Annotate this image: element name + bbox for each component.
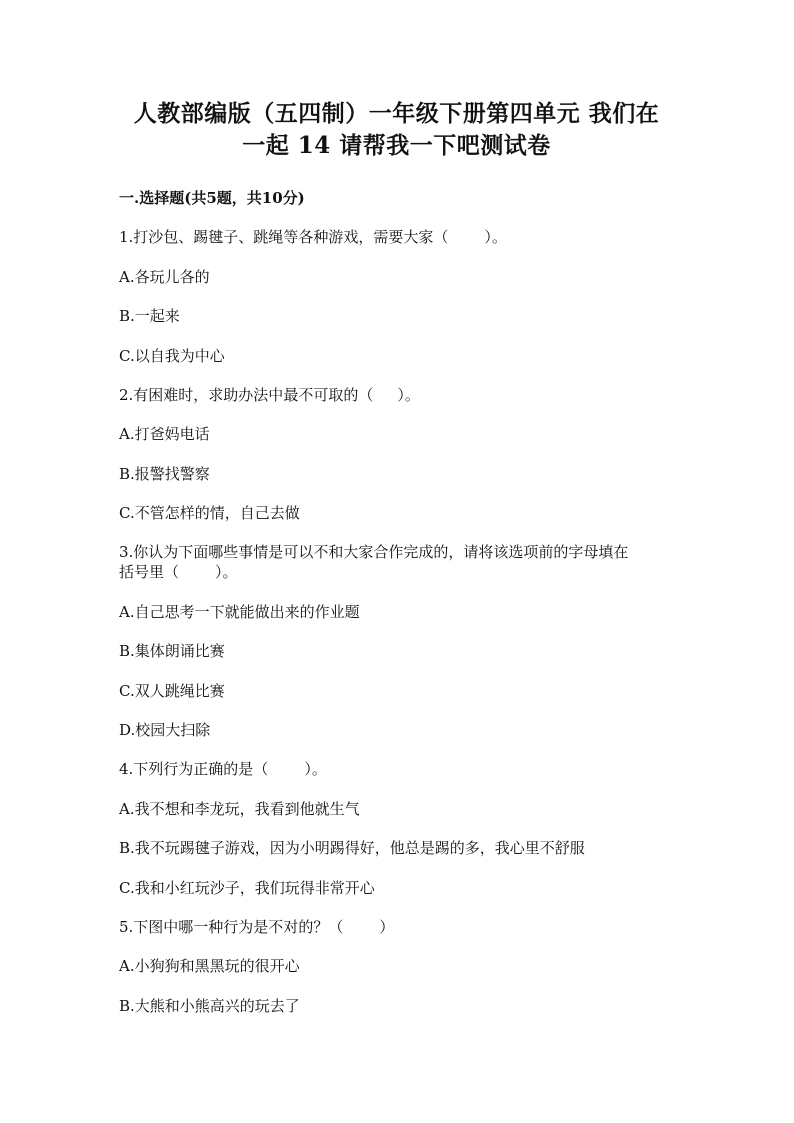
section-header: 一.选择题(共5题，共10分) bbox=[119, 189, 305, 207]
question-4 bbox=[119, 759, 674, 779]
question-1-option-b: B.一起来 bbox=[119, 307, 180, 325]
question-1-option-a: A.各玩儿各的 bbox=[119, 267, 210, 286]
question-2-stem-end: ）。 bbox=[397, 385, 420, 404]
question-2-option-a: A.打爸妈电话 bbox=[119, 425, 210, 443]
question-4-option-c: C.我和小红玩沙子，我们玩得非常开心 bbox=[119, 878, 375, 897]
question-5-stem-end: ） bbox=[379, 917, 395, 936]
question-4-option-b: B.我不玩踢毽子游戏，因为小明踢得好，他总是踢的多，我心里不舒服 bbox=[119, 839, 585, 857]
question-3-stem-line-1: 3.你认为下面哪些事情是可以不和大家合作完成的，请将该选项前的字母填在 bbox=[119, 543, 629, 561]
page-title-line-1: 人教部编版（五四制）一年级下册第四单元 我们在 bbox=[133, 100, 660, 127]
question-5-stem: 5.下图中哪一种行为是不对的？（ bbox=[119, 917, 344, 936]
question-5-option-a: A.小狗狗和黑黑玩的很开心 bbox=[119, 957, 300, 975]
question-5-option-b: B.大熊和小熊高兴的玩去了 bbox=[119, 996, 300, 1015]
question-4-stem-end: ）。 bbox=[304, 760, 327, 778]
question-3-option-c: C.双人跳绳比赛 bbox=[119, 681, 225, 700]
question-3-option-b: B.集体朗诵比赛 bbox=[119, 642, 225, 660]
question-4-option-a: A.我不想和李龙玩，我看到他就生气 bbox=[119, 799, 360, 818]
page-title bbox=[119, 98, 674, 162]
question-2-stem: 2.有困难时，求助办法中最不可取的（ bbox=[119, 385, 374, 404]
question-3-stem-line-2-text: 括号里（ bbox=[119, 563, 180, 581]
question-3 bbox=[119, 542, 674, 582]
question-1-stem: 1.打沙包、踢毽子、跳绳等各种游戏，需要大家（ bbox=[119, 228, 449, 246]
question-2 bbox=[119, 385, 674, 405]
question-3-stem-end: ）。 bbox=[215, 563, 238, 581]
question-1 bbox=[119, 227, 674, 247]
page-title-line-2: 一起 14 请帮我一下吧测试卷 bbox=[242, 132, 551, 159]
question-1-stem-end: ）。 bbox=[484, 228, 507, 246]
question-2-option-b: B.报警找警察 bbox=[119, 464, 210, 483]
question-4-stem: 4.下列行为正确的是（ bbox=[119, 760, 269, 778]
question-3-stem-line-2 bbox=[119, 562, 674, 582]
question-3-option-a: A.自己思考一下就能做出来的作业题 bbox=[119, 602, 360, 621]
question-5 bbox=[119, 917, 674, 937]
question-3-option-d: D.校园大扫除 bbox=[119, 721, 211, 739]
question-2-option-c: C.不管怎样的情，自己去做 bbox=[119, 504, 300, 522]
question-1-option-c: C.以自我为中心 bbox=[119, 346, 225, 365]
